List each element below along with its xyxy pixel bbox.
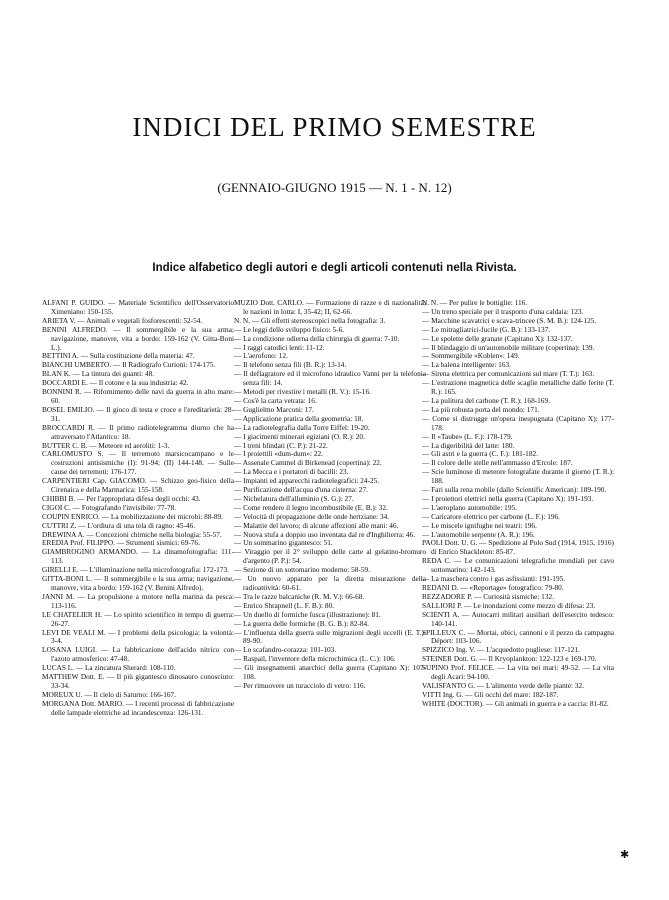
- index-entry: — La guerra delle formiche (B. G. B.): 82-84.: [234, 618, 369, 628]
- index-entry: — Raspail, l'inventore della microchimica (L. C.): 106.: [234, 654, 396, 664]
- index-entry: — La digeribilità del latte: 180.: [422, 440, 515, 450]
- index-entry: — Impianti ed apparecchi radiotelegrafici: 24-25.: [234, 476, 380, 486]
- index-entry: — I treni blindati (C. P.): 21-22.: [234, 440, 328, 450]
- index-entry: SPIZZICO Ing. V. — L'acquedotto pugliese: 117-121.: [422, 645, 580, 655]
- index-entry: ALFANI P. GUIDO. — Materiale Scientifico dell'Osservatorio Ximeniano: 150-155.: [42, 299, 234, 316]
- index-entry: — Il blindaggio di un'automobile militare (copertina): 139.: [422, 342, 595, 352]
- index-entry: — Un sommarino gigantesco: 51.: [234, 538, 333, 548]
- index-entry: — Il colore delle stelle nell'ammasso d'Ercole: 187.: [422, 458, 573, 468]
- index-entry: — I giacimenti minerari egiziani (O. R.): 20.: [234, 431, 365, 441]
- index-entry: SUPINO Prof. FELICE. — La vita nei mari: 49-52. — La vita degli Acari: 94-100.: [422, 663, 614, 682]
- index-entry: MUZIO Dott. CARLO. — Formazione di razze e di nazionalità; le nazioni in lotta: I, 35-42; II, 62-66.: [234, 299, 426, 316]
- index-entry: — Il telefono senza fili (B. R.): 13-14.: [234, 360, 347, 370]
- index-entry: GIRELLI E. — L'illuminazione nella microfotografia: 172-173.: [42, 565, 229, 575]
- index-entry: REDANI D. — «Reportage» fotografico: 79-80.: [422, 583, 564, 592]
- index-entry: LUCAS L. — La zincatura Sherard: 108-110.: [42, 663, 176, 673]
- index-entry: — Come si distrugge un'opera inespugnata (Capitano X): 177-178.: [422, 413, 614, 432]
- index-entry: CARLOMUSTO S. — Il terremoto marsicocampano e le costruzioni antisismiche (I): 91-94; (II) 144-148. — Sulle cause dei terremoti: 176-177.: [42, 449, 234, 477]
- index-entry: — Lo scafandro-corazza: 101-103.: [234, 645, 337, 655]
- index-entry: BLAN K. — La tintura dei guanti: 48.: [42, 369, 155, 379]
- index-entry: — Un nuovo apparato per la diretta misurazione della radioattività: 60-61.: [234, 574, 426, 592]
- index-entry: — Metodi per rivestire i metalli (R. V.): 15-16.: [234, 387, 371, 397]
- index-entry: — Gli insegnamenti anarchici della guerra (Capitano X): 107-108.: [234, 663, 426, 682]
- index-entry: — Gli astri e la guerra (C. F.): 181-182.: [422, 449, 538, 459]
- index-entry: WHITE (DOCTOR). — Gli animali in guerra e a caccia: 81-82.: [422, 698, 609, 708]
- index-entry: BROCCARDI R. — Il primo radiotelegramma diurno che ha attraversato l'Atlantico: 18.: [42, 422, 234, 441]
- index-entry: N. N. — Per pulire le bottiglie: 116.: [422, 299, 528, 307]
- index-entry: — Nuova stufa a doppio uso inventata dal re d'Inghilterra: 46.: [234, 529, 416, 539]
- index-entry: — Un duello di formiche fusca (illustrazione): 81.: [234, 609, 381, 619]
- index-entry: MOREUX U. — Il cielo di Saturno: 166-167.: [42, 689, 176, 699]
- index-entry: N. N. — Gli effetti stereoscopici nella fotografia: 3.: [234, 315, 386, 325]
- page-subtitle: (GENNAIO-GIUGNO 1915 — N. 1 - N. 12): [217, 180, 452, 195]
- index-entry: — Le leggi dello sviluppo fisico: 5-6.: [234, 324, 345, 334]
- index-entry: ARIETA V. — Animali e vegetali fosforescenti: 52-54.: [42, 315, 203, 325]
- index-entry: SCIENTI A. — Autocarri militari ausiliari dell'esercito tedesco: 140-141.: [422, 609, 614, 628]
- index-entry: BIANCHI UMBERTO. — Il Radiografo Curionì: 174-175.: [42, 360, 216, 370]
- index-entry: — L'aerofono: 12.: [234, 351, 288, 361]
- index-entry: — La condizione odierna della chirurgia di guerra: 7-10.: [234, 333, 400, 343]
- index-entry: — Le spolette delle granate (Capitano X): 132-137.: [422, 333, 573, 343]
- index-entry: BONNINI R. — Rifornimento delle navi da guerra in alto mare: 60.: [42, 387, 234, 405]
- index-column-3: [422, 299, 614, 859]
- index-entry: STEINER Dott. G. — Il Kryoplankton: 122-123 e 169-170.: [422, 654, 597, 664]
- index-entry: — La radiotelegrafia dalla Torre Eiffel: 19-20.: [234, 422, 370, 432]
- index-entry: DREWINA A. — Concezioni chimiche nella biologia: 55-57.: [42, 529, 222, 539]
- index-entry: — Tra le razze balcaniche (R. M. V.): 66-68.: [234, 591, 365, 601]
- index-entry: — Le miscele ignifughe nei teatri: 196.: [422, 520, 537, 530]
- section-heading: Indice alfabetico degli autori e degli articoli contenuti nella Rivista.: [152, 262, 517, 274]
- index-entry: — Caricatore elettrico per carbone (L. F.): 196.: [422, 511, 560, 521]
- index-entry: SPILLEUX C. — Mortai, obici, cannoni e il pezzo da campagna Déport: 103-106.: [422, 627, 614, 646]
- index-entry: VITTI Ing. G. — Gli occhi del mare: 182-187.: [422, 689, 559, 699]
- index-entry: — Sezione di un sottomarino moderno: 58-59.: [234, 565, 370, 575]
- index-entry: VALISFANTO G. — L'alimento verde delle piante: 32.: [422, 680, 585, 690]
- index-entry: JANNI M. — La propulsione a motore nella marina da pesca: 113-116.: [42, 591, 234, 610]
- index-entry: — Nichelatura dell'alluminio (S. G.): 27.: [234, 493, 354, 503]
- index-column-1: [42, 299, 234, 859]
- index-entry: LE CHATELIER H. — Lo spirito scientifico in tempo di guerra: 26-27.: [42, 609, 234, 628]
- index-entry: CUTTRI Z. — L'ordiura di una tela di ragno: 45-46.: [42, 520, 196, 530]
- index-entry: — Un treno speciale per il trasporto d'una caldaia: 123.: [422, 306, 584, 316]
- index-entry: — La maschera contro i gas asfissianti: 191-195.: [422, 574, 566, 584]
- index-entry: — Scie luminose di meteore fotografate durante il giorno (T. R.): 188.: [422, 467, 614, 486]
- index-column-2: [234, 299, 426, 859]
- index-entry: BOCCARDI E. — Il cotone e la sua industria: 42.: [42, 378, 189, 388]
- index-entry: — Viraggio per il 2° sviluppo delle carte al gelatino-bromuro d'argento (P. P.): 54.: [234, 547, 426, 566]
- index-entry: BETTINI A. — Sulla costituzione della materia: 47.: [42, 351, 195, 361]
- index-entry: SALLIORI P. — Le inondazioni come mezzo di difesa: 23.: [422, 600, 596, 610]
- index-entry: COUPIN ENRICO. — La mobilizzazione dei microbi: 88-89.: [42, 511, 223, 521]
- index-entry: BENINI ALFREDO. — Il sommergibile e la sua arma; navigazione, manovre, vita a bordo: 159-162 (V. Gitta-Boni L.).: [42, 324, 234, 352]
- index-entry: — Cos'è la carta vetrata: 16.: [234, 395, 317, 405]
- index-entry: — Per rimuovere un turacciolo di vetro: 116.: [234, 680, 366, 690]
- index-entry: — Macchine scavatrici e scava-trincee (S. M. B.): 124-125.: [422, 315, 597, 325]
- index-entry: — I proiettori elettrici nella guerra (Capitano X): 191-193.: [422, 493, 594, 503]
- index-entry: — Purificazione dell'acqua d'una cisterna: 27.: [234, 485, 368, 495]
- index-entry: — Enrico Shrapnell (L. F. B.): 80.: [234, 600, 334, 610]
- index-entry: EREDIA Prof. FILIPPO. — Strumenti sismici: 69-76.: [42, 538, 200, 548]
- index-entry: MATTHEW Dott. E. — Il più gigantesco dinosauro conosciuto: 33-34.: [42, 672, 234, 690]
- index-entry: MORGANA Dott. MARIO. — I recenti processi di fabbricazione delle lampade elettriche ad incandescenza: 126-131.: [42, 698, 234, 717]
- index-entry: REDA C. — Le comunicazioni telegrafiche mondiali per cavo sottomarino: 142-143.: [422, 556, 614, 575]
- index-entry: LOSANA LUIGI. — La fabbricazione dell'acido nitrico con l'azoto atmosferico: 47-48.: [42, 645, 234, 664]
- index-entry: — I raggi catodici lenti: 11-12.: [234, 342, 325, 352]
- index-entry: — L'aeroplano automobile: 195.: [422, 502, 517, 512]
- index-entry: — Guglielmo Marconi: 17.: [234, 404, 314, 414]
- index-entry: — L'estrazione magnetica delle scaglie metalliche dalle ferite (T. R.): 165.: [422, 378, 614, 397]
- index-entry: — Sommergibile «Koblen»: 149.: [422, 351, 520, 361]
- index-entry: CIGOI C. — Fotografando l'invisibile: 77-78.: [42, 502, 177, 512]
- index-entry: — Sirena elettrica per comunicazioni sul mare (T. T.): 163.: [422, 369, 595, 379]
- page-title: INDICI DEL PRIMO SEMESTRE: [132, 112, 537, 142]
- index-entry: — Il «Taube» (L. F.): 178-179.: [422, 431, 513, 441]
- index-entry: — I proiettili «dum-dum»: 22.: [234, 449, 323, 459]
- index-entry: GITTA-BONI L. — Il sommergibile e la sua arma; navigazione, manovre, vita a bordo: 159-162 (V. Benini Alfredo).: [42, 574, 234, 592]
- index-entry: — Velocità di propagazione delle onde hertziane: 34.: [234, 511, 390, 521]
- index-entry: — Il deflagratore ed il microfono idraulico Vanni per la telefonia senza fili: 14.: [234, 369, 426, 388]
- index-entry: BUTTER C. B. — Meteore ed aeroliti: 1-3.: [42, 440, 170, 450]
- index-entry: LEVI DE VEALI M. — I problemi della psicologia: la volontà: 3-4.: [42, 627, 234, 646]
- asterisk-ornament: ✱: [620, 849, 630, 861]
- index-entry: PAOLI Dott. U. G. — Spedizione al Polo Sud (1914, 1915, 1916) di Enrico Shackleton: 85-87.: [422, 538, 614, 557]
- index-entry: — Come rendere il legno incombustibile (E. B.): 32.: [234, 502, 388, 512]
- index-entry: — Applicazione pratica della geometria: 18.: [234, 413, 364, 423]
- index-entry: CHIBBI B. — Per l'appropriata difesa degli occhi: 43.: [42, 493, 201, 503]
- index-entry: — L'automobile serpente (A. R.): 196.: [422, 529, 535, 539]
- index-entry: — Malattie del lavoro; di alcune affezioni alle mani: 46.: [234, 520, 399, 530]
- index-entry: — Fari sulla rena mobile (dallo Scientific American): 189-190.: [422, 485, 607, 495]
- index-entry: BOSEL EMILIO. — Il gioco di testa e croce e l'ereditarietà: 28-31.: [42, 404, 234, 423]
- index-entry: — La più robusta porta del mondo: 171.: [422, 404, 540, 414]
- index-entry: — La Mecca e i portatori di bacilli: 23.: [234, 467, 349, 477]
- index-entry: CARPENTIERI Cap. GIACOMO. — Schizzo geo-fisico della Cirenaica e della Marmarica: 155-158.: [42, 476, 234, 495]
- index-entry: — Assenale Cammel di Birkenead (copertina): 22.: [234, 458, 382, 468]
- index-entry: — L'influenza della guerra sulle migrazioni degli uccelli (E. T.): 89-90.: [234, 627, 426, 646]
- index-entry: — Le mitragliatrici-fucile (G. B.): 133-137.: [422, 324, 551, 334]
- index-entry: GIAMBROGINO ARMANDO. — La dinamofotografia: 111-113.: [42, 547, 234, 566]
- index-entry: — La balena intelligente: 163.: [422, 360, 511, 370]
- index-entry: — La pulitura del carbone (T. R.): 168-169.: [422, 395, 550, 405]
- index-entry: REZZADORE P. — Curiosità sismiche: 132.: [422, 591, 554, 601]
